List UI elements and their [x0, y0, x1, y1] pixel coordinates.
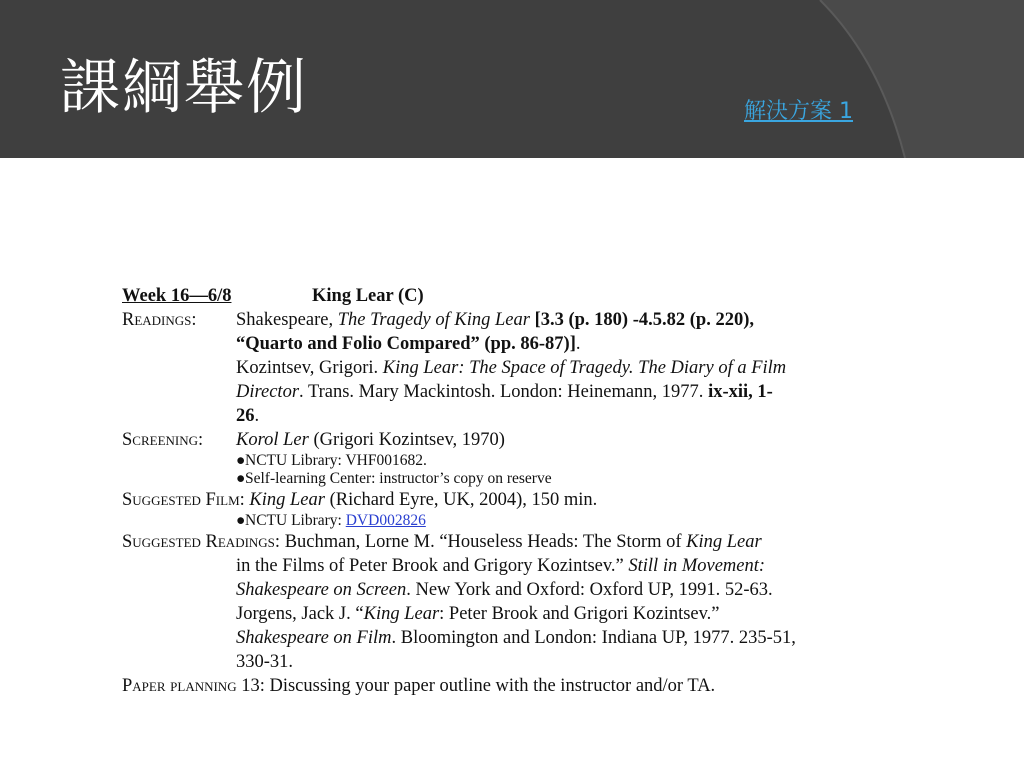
week-title: King Lear (C) [312, 286, 424, 306]
suggested-reading-1: in the Films of Peter Brook and Grigory Kozintsev.” Still in Movement: Shakespeare on Screen. New York and Oxford: Oxford UP, 1991. 52-63. [236, 556, 773, 600]
screening-note-2: ●Self-learning Center: instructor’s copy on reserve [236, 470, 552, 487]
suggested-reading-1-line: Suggested Readings: Buchman, Lorne M. “Houseless Heads: The Storm of King Lear [122, 532, 762, 552]
bullet-icon: ● [236, 470, 246, 487]
suggested-film: Suggested Film: King Lear (Richard Eyre, UK, 2004), 150 min. [122, 490, 598, 510]
readings-section [122, 308, 922, 428]
film-note-1: ●NCTU Library: DVD002826 [236, 512, 426, 529]
screening-note-1: ●NCTU Library: VHF001682. [236, 452, 427, 469]
slide-header [0, 0, 1024, 158]
suggested-reading-2: Jorgens, Jack J. “King Lear: Peter Brook and Grigori Kozintsev.” Shakespeare on Film. Bloomington and London: Indiana UP, 1977. 235-51, 330-31. [236, 604, 796, 672]
suggested-film-section [122, 488, 922, 512]
week-label: Week 16—6/8 [122, 286, 232, 306]
paper-planning: Paper planning 13: Discussing your paper outline with the instructor and/or TA. [122, 676, 716, 696]
bullet-icon: ● [236, 452, 246, 469]
dvd-link[interactable]: DVD002826 [345, 512, 426, 529]
reading-2: Kozintsev, Grigori. King Lear: The Space of Tragedy. The Diary of a Film Director. Trans. Mary Mackintosh. London: Heinemann, 1977. ix-xii, 1- 26. [236, 358, 787, 426]
reading-1: Shakespeare, The Tragedy of King Lear [3.3 (p. 180) -4.5.82 (p. 220), “Quarto and Folio Compared” (pp. 86-87)]. [236, 310, 754, 354]
syllabus-document [122, 284, 922, 698]
week-heading [122, 284, 922, 308]
suggested-readings-section [122, 530, 922, 674]
screening-label: Screening: [122, 430, 204, 450]
readings-label: Readings: [122, 310, 197, 330]
screening-film: Korol Ler (Grigori Kozintsev, 1970) [236, 430, 505, 450]
solution-link[interactable]: 解決方案 1 [744, 99, 853, 124]
bullet-icon: ● [236, 512, 246, 529]
slide-title: 課綱舉例 [60, 53, 308, 123]
screening-section [122, 428, 922, 452]
